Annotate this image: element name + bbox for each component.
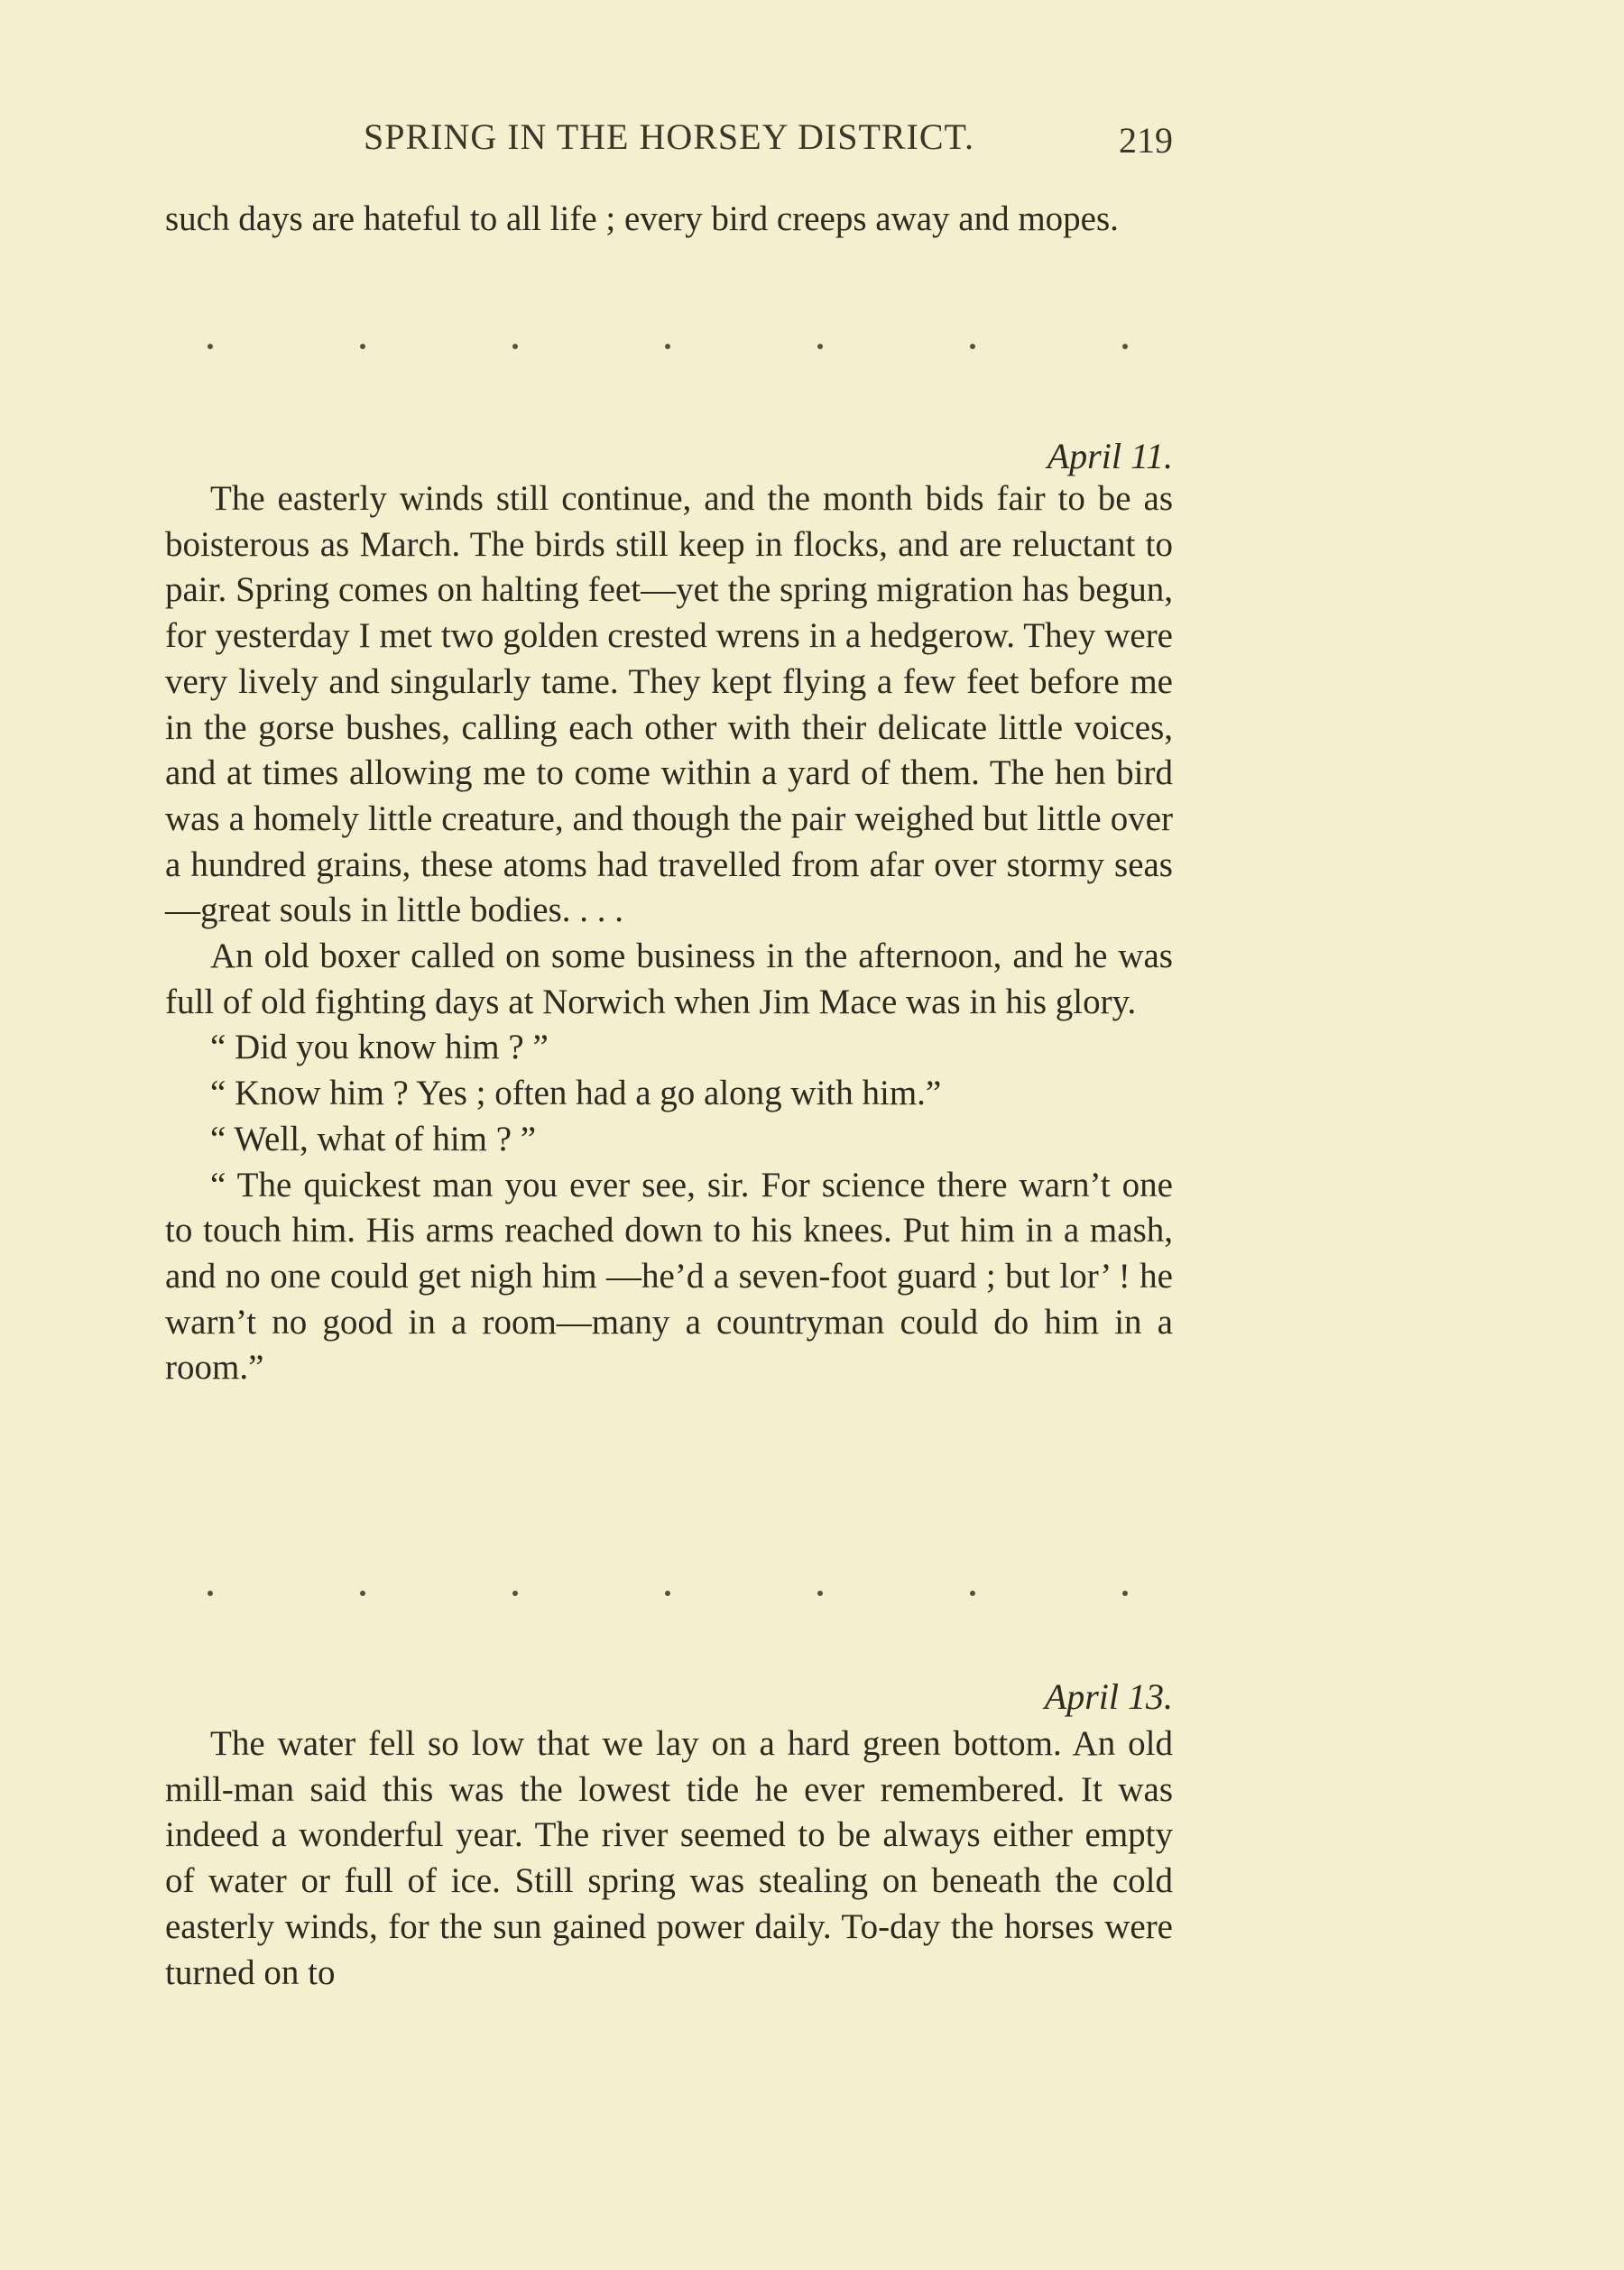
opening-paragraph: such days are hateful to all life ; every bird creeps away and mopes.	[165, 199, 1119, 238]
break-dot	[970, 1591, 975, 1596]
running-head: SPRING IN THE HORSEY DISTRICT.	[363, 116, 975, 157]
dialogue-line: “ Know him ? Yes ; often had a go along with him.”	[210, 1074, 942, 1113]
entry-paragraph: The water fell so low that we lay on a hard green bottom. An old mill-man said this was the lowest tide he ever remembered. It was indeed a wonderful year. The river seemed to be always either empty of water or full of ice. Still spring was stealing on beneath the cold easterly winds, for the sun gained power daily. To-day the horses were turned on to	[165, 1724, 1173, 1992]
break-dot	[360, 1591, 365, 1596]
entry-paragraph: The easterly winds still continue, and the month bids fair to be as boisterous as March. The birds still keep in flocks, and are reluctant to pair. Spring comes on halting feet—yet the spring migration has begun, for yesterday I met two golden crested wrens in a hedgerow. They were very lively and singularly tame. They kept flying a few feet before me in the gorse bushes, calling each other with their delicate little voices, and at times allowing me to come within a yard of them. The hen bird was a homely little creature, and though the pair weighed but little over a hundred grains, these atoms had travelled from afar over stormy seas—great souls in little bodies. . . .	[165, 479, 1173, 930]
entry-paragraph: An old boxer called on some business in the afternoon, and he was full of old fighting days at Norwich when Jim Mace was in his glory.	[165, 937, 1173, 1021]
break-dot	[970, 344, 975, 349]
break-dot	[1122, 344, 1128, 349]
break-dot	[817, 1591, 823, 1596]
break-dot	[360, 344, 365, 349]
break-dot	[512, 344, 518, 349]
section-break-dots	[208, 1591, 1128, 1596]
dialogue-line: “ Did you know him ? ”	[210, 1028, 549, 1067]
dateline-april-13: April 13.	[1044, 1676, 1173, 1717]
entry-april-11-body	[165, 476, 1173, 1391]
break-dot	[665, 1591, 670, 1596]
break-dot	[208, 344, 213, 349]
break-dot	[208, 1591, 213, 1596]
break-dot	[1122, 1591, 1128, 1596]
entry-april-13-body	[165, 1721, 1173, 1996]
break-dot	[512, 1591, 518, 1596]
section-break-dots	[208, 344, 1128, 349]
page-number: 219	[1119, 120, 1173, 161]
page-header	[165, 115, 1173, 166]
opening-paragraph-block	[165, 197, 1173, 243]
break-dot	[817, 344, 823, 349]
dateline-april-11: April 11.	[1047, 436, 1173, 476]
dialogue-line: “ Well, what of him ? ”	[210, 1119, 537, 1158]
break-dot	[665, 344, 670, 349]
dialogue-paragraph: “ The quickest man you ever see, sir. For science there warn’t one to touch him. His arms reached down to his knees. Put him in a mash, and no one could get nigh him —he’d a seven-foot guard ; but lor’ ! he warn’t no good in a room—many a countryman could do him in a room.”	[165, 1165, 1173, 1388]
